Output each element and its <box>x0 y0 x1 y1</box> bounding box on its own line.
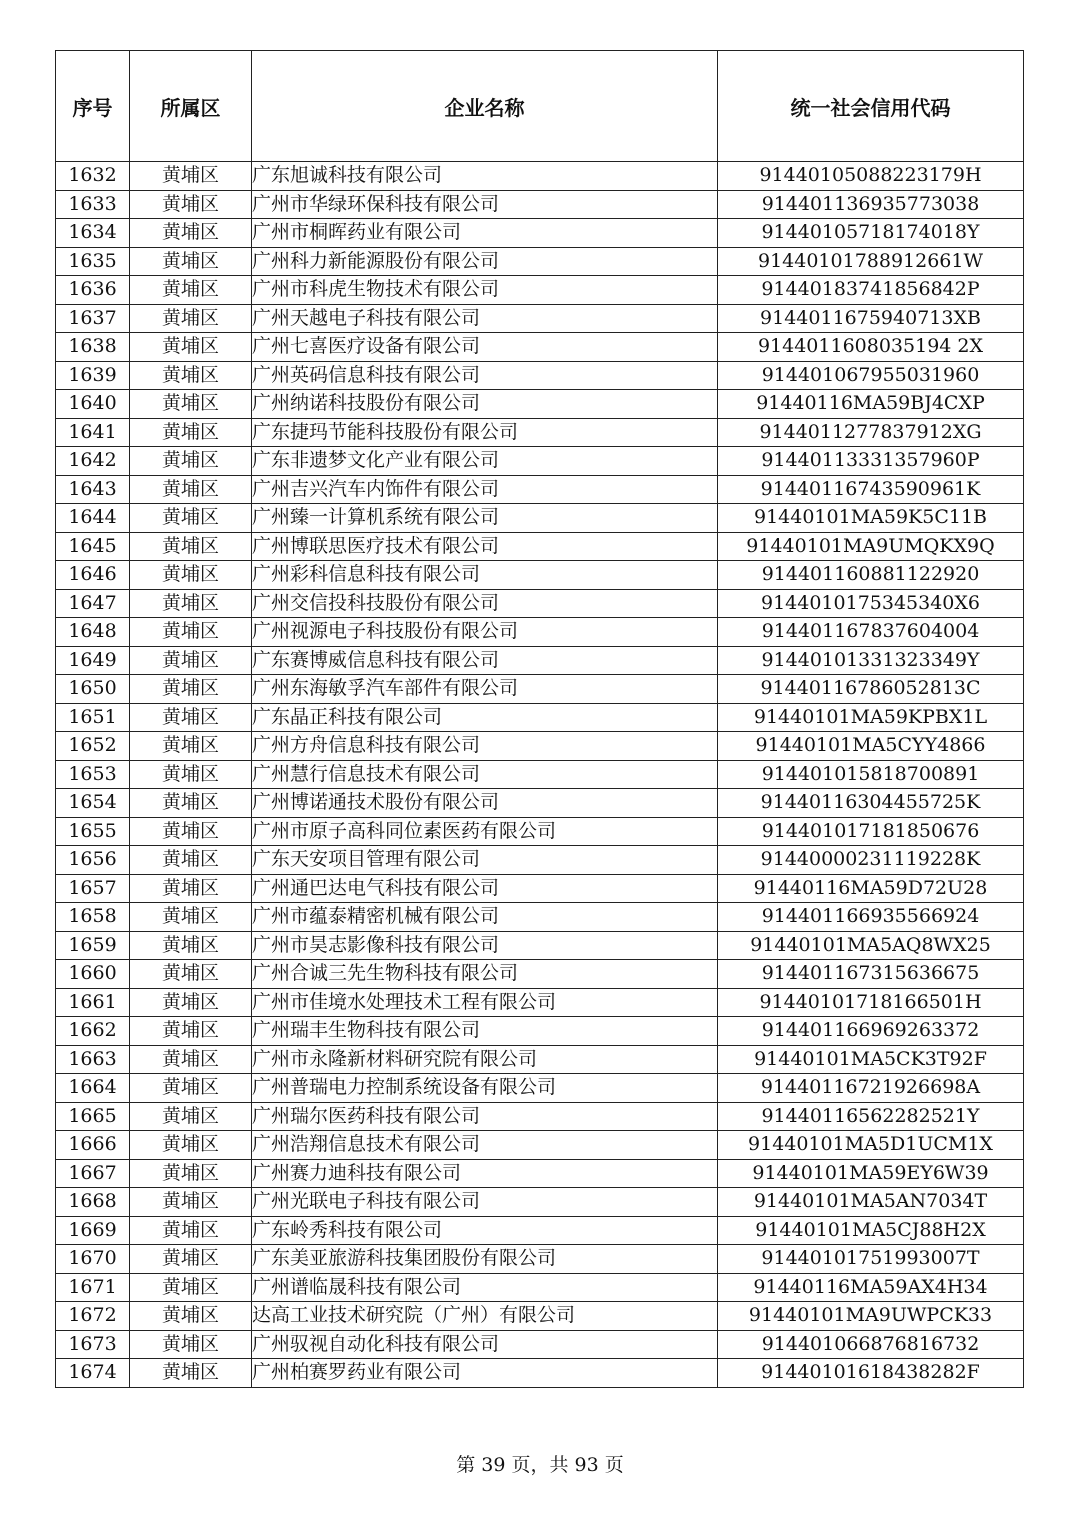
credit-code-cell: 91440101MA9UMQKX9Q <box>718 532 1024 561</box>
company-name-cell: 达高工业技术研究院（广州）有限公司 <box>252 1302 718 1331</box>
serial-number-cell: 1671 <box>56 1273 130 1302</box>
district-cell: 黄埔区 <box>130 390 252 419</box>
table-row <box>56 1159 1024 1188</box>
credit-code-cell: 914401066876816732 <box>718 1330 1024 1359</box>
district-cell: 黄埔区 <box>130 675 252 704</box>
credit-code-cell: 9144011608035194 2X <box>718 333 1024 362</box>
serial-number-cell: 1642 <box>56 447 130 476</box>
district-cell: 黄埔区 <box>130 504 252 533</box>
company-name-cell: 广州赛力迪科技有限公司 <box>252 1159 718 1188</box>
district-cell: 黄埔区 <box>130 247 252 276</box>
district-cell: 黄埔区 <box>130 760 252 789</box>
district-cell: 黄埔区 <box>130 276 252 305</box>
table-row <box>56 760 1024 789</box>
company-name-cell: 广州英码信息科技有限公司 <box>252 361 718 390</box>
company-name-cell: 广州光联电子科技有限公司 <box>252 1188 718 1217</box>
district-cell: 黄埔区 <box>130 418 252 447</box>
page-number-footer: 第 39 页，共 93 页 <box>456 1454 624 1476</box>
serial-number-cell: 1645 <box>56 532 130 561</box>
company-name-cell: 广州普瑞电力控制系统设备有限公司 <box>252 1074 718 1103</box>
credit-code-cell: 91440116MA59BJ4CXP <box>718 390 1024 419</box>
serial-number-cell: 1656 <box>56 846 130 875</box>
company-name-cell: 广州柏赛罗药业有限公司 <box>252 1359 718 1388</box>
district-cell: 黄埔区 <box>130 846 252 875</box>
district-cell: 黄埔区 <box>130 1131 252 1160</box>
credit-code-cell: 91440113331357960P <box>718 447 1024 476</box>
table-row <box>56 1245 1024 1274</box>
credit-code-cell: 914401067955031960 <box>718 361 1024 390</box>
serial-number-cell: 1639 <box>56 361 130 390</box>
company-name-cell: 广州市原子高科同位素医药有限公司 <box>252 817 718 846</box>
credit-code-cell: 91440101788912661W <box>718 247 1024 276</box>
company-name-cell: 广州合诚三先生物科技有限公司 <box>252 960 718 989</box>
credit-code-cell: 91440116562282521Y <box>718 1102 1024 1131</box>
credit-code-cell: 91440116786052813C <box>718 675 1024 704</box>
credit-code-cell: 91440101MA5D1UCM1X <box>718 1131 1024 1160</box>
company-name-cell: 广州谱临晟科技有限公司 <box>252 1273 718 1302</box>
credit-code-cell: 91440101MA9UWPCK33 <box>718 1302 1024 1331</box>
district-cell: 黄埔区 <box>130 817 252 846</box>
serial-number-cell: 1667 <box>56 1159 130 1188</box>
table-row <box>56 561 1024 590</box>
table-row <box>56 1131 1024 1160</box>
credit-code-cell: 91440101331323349Y <box>718 646 1024 675</box>
credit-code-cell: 91440101MA5AN7034T <box>718 1188 1024 1217</box>
table-row <box>56 846 1024 875</box>
company-name-cell: 广州方舟信息科技有限公司 <box>252 732 718 761</box>
table-row <box>56 162 1024 191</box>
credit-code-cell: 91440116743590961K <box>718 475 1024 504</box>
company-name-cell: 广州浩翔信息技术有限公司 <box>252 1131 718 1160</box>
serial-number-cell: 1658 <box>56 903 130 932</box>
credit-code-cell: 914401166935566924 <box>718 903 1024 932</box>
company-name-cell: 广州交信投科技股份有限公司 <box>252 589 718 618</box>
company-name-cell: 广东美亚旅游科技集团股份有限公司 <box>252 1245 718 1274</box>
company-name-cell: 广州博联思医疗技术有限公司 <box>252 532 718 561</box>
credit-code-cell: 91440116304455725K <box>718 789 1024 818</box>
serial-number-cell: 1632 <box>56 162 130 191</box>
table-row <box>56 276 1024 305</box>
serial-number-cell: 1670 <box>56 1245 130 1274</box>
table-row <box>56 1216 1024 1245</box>
district-cell: 黄埔区 <box>130 1330 252 1359</box>
district-cell: 黄埔区 <box>130 304 252 333</box>
district-cell: 黄埔区 <box>130 1159 252 1188</box>
credit-code-cell: 91440101MA5AQ8WX25 <box>718 931 1024 960</box>
table-row <box>56 988 1024 1017</box>
serial-number-cell: 1649 <box>56 646 130 675</box>
company-name-cell: 广州科力新能源股份有限公司 <box>252 247 718 276</box>
credit-code-cell: 91440101MA59KPBX1L <box>718 703 1024 732</box>
header-serial-number: 序号 <box>56 51 130 162</box>
serial-number-cell: 1652 <box>56 732 130 761</box>
table-row <box>56 1273 1024 1302</box>
district-cell: 黄埔区 <box>130 789 252 818</box>
table-row <box>56 1074 1024 1103</box>
credit-code-cell: 91440116721926698A <box>718 1074 1024 1103</box>
company-name-cell: 广东旭诚科技有限公司 <box>252 162 718 191</box>
district-cell: 黄埔区 <box>130 475 252 504</box>
serial-number-cell: 1661 <box>56 988 130 1017</box>
serial-number-cell: 1660 <box>56 960 130 989</box>
serial-number-cell: 1672 <box>56 1302 130 1331</box>
district-cell: 黄埔区 <box>130 361 252 390</box>
table-row <box>56 618 1024 647</box>
table-row <box>56 874 1024 903</box>
district-cell: 黄埔区 <box>130 1017 252 1046</box>
credit-code-cell: 91440101MA59K5C11B <box>718 504 1024 533</box>
serial-number-cell: 1666 <box>56 1131 130 1160</box>
company-name-cell: 广东捷玛节能科技股份有限公司 <box>252 418 718 447</box>
district-cell: 黄埔区 <box>130 190 252 219</box>
table-row <box>56 1017 1024 1046</box>
district-cell: 黄埔区 <box>130 447 252 476</box>
header-district: 所属区 <box>130 51 252 162</box>
table-row <box>56 361 1024 390</box>
company-name-cell: 广东天安项目管理有限公司 <box>252 846 718 875</box>
serial-number-cell: 1653 <box>56 760 130 789</box>
company-name-cell: 广州通巴达电气科技有限公司 <box>252 874 718 903</box>
company-name-cell: 广州市华绿环保科技有限公司 <box>252 190 718 219</box>
table-row <box>56 532 1024 561</box>
credit-code-cell: 91440116MA59AX4H34 <box>718 1273 1024 1302</box>
serial-number-cell: 1647 <box>56 589 130 618</box>
company-name-cell: 广州慧行信息技术有限公司 <box>252 760 718 789</box>
table-row <box>56 418 1024 447</box>
table-row <box>56 1045 1024 1074</box>
table-row <box>56 190 1024 219</box>
credit-code-cell: 91440105088223179H <box>718 162 1024 191</box>
company-name-cell: 广东赛博威信息科技有限公司 <box>252 646 718 675</box>
company-name-cell: 广州七喜医疗设备有限公司 <box>252 333 718 362</box>
table-row <box>56 1359 1024 1388</box>
table-row <box>56 732 1024 761</box>
credit-code-cell: 91440000231119228K <box>718 846 1024 875</box>
district-cell: 黄埔区 <box>130 333 252 362</box>
district-cell: 黄埔区 <box>130 931 252 960</box>
serial-number-cell: 1662 <box>56 1017 130 1046</box>
district-cell: 黄埔区 <box>130 646 252 675</box>
company-name-cell: 广州纳诺科技股份有限公司 <box>252 390 718 419</box>
company-name-cell: 广州市蕴泰精密机械有限公司 <box>252 903 718 932</box>
district-cell: 黄埔区 <box>130 960 252 989</box>
company-name-cell: 广州瑞丰生物科技有限公司 <box>252 1017 718 1046</box>
district-cell: 黄埔区 <box>130 1045 252 1074</box>
serial-number-cell: 1648 <box>56 618 130 647</box>
serial-number-cell: 1673 <box>56 1330 130 1359</box>
credit-code-cell: 91440101MA5CYY4866 <box>718 732 1024 761</box>
company-name-cell: 广东晶正科技有限公司 <box>252 703 718 732</box>
company-name-cell: 广州市昊志影像科技有限公司 <box>252 931 718 960</box>
table-header-row <box>56 51 1024 162</box>
serial-number-cell: 1665 <box>56 1102 130 1131</box>
district-cell: 黄埔区 <box>130 1102 252 1131</box>
district-cell: 黄埔区 <box>130 903 252 932</box>
header-credit-code: 统一社会信用代码 <box>718 51 1024 162</box>
serial-number-cell: 1644 <box>56 504 130 533</box>
company-name-cell: 广州彩科信息科技有限公司 <box>252 561 718 590</box>
company-table <box>55 50 1024 1388</box>
company-name-cell: 广州吉兴汽车内饰件有限公司 <box>252 475 718 504</box>
table-row <box>56 789 1024 818</box>
credit-code-cell: 914401017181850676 <box>718 817 1024 846</box>
credit-code-cell: 91440116MA59D72U28 <box>718 874 1024 903</box>
serial-number-cell: 1635 <box>56 247 130 276</box>
table-row <box>56 903 1024 932</box>
serial-number-cell: 1663 <box>56 1045 130 1074</box>
credit-code-cell: 914401167315636675 <box>718 960 1024 989</box>
credit-code-cell: 914401167837604004 <box>718 618 1024 647</box>
credit-code-cell: 9144011277837912XG <box>718 418 1024 447</box>
company-name-cell: 广州东海敏孚汽车部件有限公司 <box>252 675 718 704</box>
serial-number-cell: 1634 <box>56 219 130 248</box>
table-row <box>56 960 1024 989</box>
serial-number-cell: 1655 <box>56 817 130 846</box>
credit-code-cell: 91440101MA5CK3T92F <box>718 1045 1024 1074</box>
district-cell: 黄埔区 <box>130 1359 252 1388</box>
company-name-cell: 广州市永隆新材料研究院有限公司 <box>252 1045 718 1074</box>
table-body <box>56 162 1024 1388</box>
serial-number-cell: 1659 <box>56 931 130 960</box>
table-row <box>56 931 1024 960</box>
table-row <box>56 646 1024 675</box>
district-cell: 黄埔区 <box>130 703 252 732</box>
header-company-name: 企业名称 <box>252 51 718 162</box>
table-row <box>56 675 1024 704</box>
table-row <box>56 589 1024 618</box>
credit-code-cell: 91440101618438282F <box>718 1359 1024 1388</box>
table-row <box>56 447 1024 476</box>
table-row <box>56 504 1024 533</box>
credit-code-cell: 91440183741856842P <box>718 276 1024 305</box>
serial-number-cell: 1643 <box>56 475 130 504</box>
district-cell: 黄埔区 <box>130 732 252 761</box>
credit-code-cell: 91440105718174018Y <box>718 219 1024 248</box>
company-name-cell: 广州驭视自动化科技有限公司 <box>252 1330 718 1359</box>
company-name-cell: 广州博诺通技术股份有限公司 <box>252 789 718 818</box>
table-row <box>56 390 1024 419</box>
credit-code-cell: 91440101751993007T <box>718 1245 1024 1274</box>
table-row <box>56 817 1024 846</box>
district-cell: 黄埔区 <box>130 1074 252 1103</box>
serial-number-cell: 1657 <box>56 874 130 903</box>
district-cell: 黄埔区 <box>130 589 252 618</box>
serial-number-cell: 1638 <box>56 333 130 362</box>
district-cell: 黄埔区 <box>130 1273 252 1302</box>
serial-number-cell: 1668 <box>56 1188 130 1217</box>
credit-code-cell: 9144010175345340X6 <box>718 589 1024 618</box>
table-row <box>56 1188 1024 1217</box>
district-cell: 黄埔区 <box>130 1188 252 1217</box>
district-cell: 黄埔区 <box>130 532 252 561</box>
district-cell: 黄埔区 <box>130 1245 252 1274</box>
table-row <box>56 475 1024 504</box>
serial-number-cell: 1654 <box>56 789 130 818</box>
credit-code-cell: 91440101MA59EY6W39 <box>718 1159 1024 1188</box>
credit-code-cell: 91440101MA5CJ88H2X <box>718 1216 1024 1245</box>
credit-code-cell: 91440101718166501H <box>718 988 1024 1017</box>
company-name-cell: 广东岭秀科技有限公司 <box>252 1216 718 1245</box>
district-cell: 黄埔区 <box>130 988 252 1017</box>
company-name-cell: 广州视源电子科技股份有限公司 <box>252 618 718 647</box>
table-row <box>56 703 1024 732</box>
serial-number-cell: 1636 <box>56 276 130 305</box>
serial-number-cell: 1637 <box>56 304 130 333</box>
company-name-cell: 广州天越电子科技有限公司 <box>252 304 718 333</box>
table-row <box>56 1102 1024 1131</box>
district-cell: 黄埔区 <box>130 1216 252 1245</box>
district-cell: 黄埔区 <box>130 618 252 647</box>
table-row <box>56 304 1024 333</box>
company-name-cell: 广东非遗梦文化产业有限公司 <box>252 447 718 476</box>
credit-code-cell: 9144011675940713XB <box>718 304 1024 333</box>
serial-number-cell: 1633 <box>56 190 130 219</box>
serial-number-cell: 1641 <box>56 418 130 447</box>
serial-number-cell: 1664 <box>56 1074 130 1103</box>
company-name-cell: 广州市科虎生物技术有限公司 <box>252 276 718 305</box>
table-row <box>56 1302 1024 1331</box>
serial-number-cell: 1674 <box>56 1359 130 1388</box>
serial-number-cell: 1646 <box>56 561 130 590</box>
district-cell: 黄埔区 <box>130 162 252 191</box>
serial-number-cell: 1669 <box>56 1216 130 1245</box>
table-row <box>56 219 1024 248</box>
serial-number-cell: 1640 <box>56 390 130 419</box>
serial-number-cell: 1651 <box>56 703 130 732</box>
company-name-cell: 广州臻一计算机系统有限公司 <box>252 504 718 533</box>
table-row <box>56 333 1024 362</box>
company-name-cell: 广州瑞尔医药科技有限公司 <box>252 1102 718 1131</box>
district-cell: 黄埔区 <box>130 874 252 903</box>
serial-number-cell: 1650 <box>56 675 130 704</box>
credit-code-cell: 914401015818700891 <box>718 760 1024 789</box>
company-name-cell: 广州市佳境水处理技术工程有限公司 <box>252 988 718 1017</box>
district-cell: 黄埔区 <box>130 1302 252 1331</box>
credit-code-cell: 914401136935773038 <box>718 190 1024 219</box>
credit-code-cell: 914401166969263372 <box>718 1017 1024 1046</box>
table-row <box>56 247 1024 276</box>
company-name-cell: 广州市桐晖药业有限公司 <box>252 219 718 248</box>
table-row <box>56 1330 1024 1359</box>
credit-code-cell: 914401160881122920 <box>718 561 1024 590</box>
district-cell: 黄埔区 <box>130 561 252 590</box>
district-cell: 黄埔区 <box>130 219 252 248</box>
